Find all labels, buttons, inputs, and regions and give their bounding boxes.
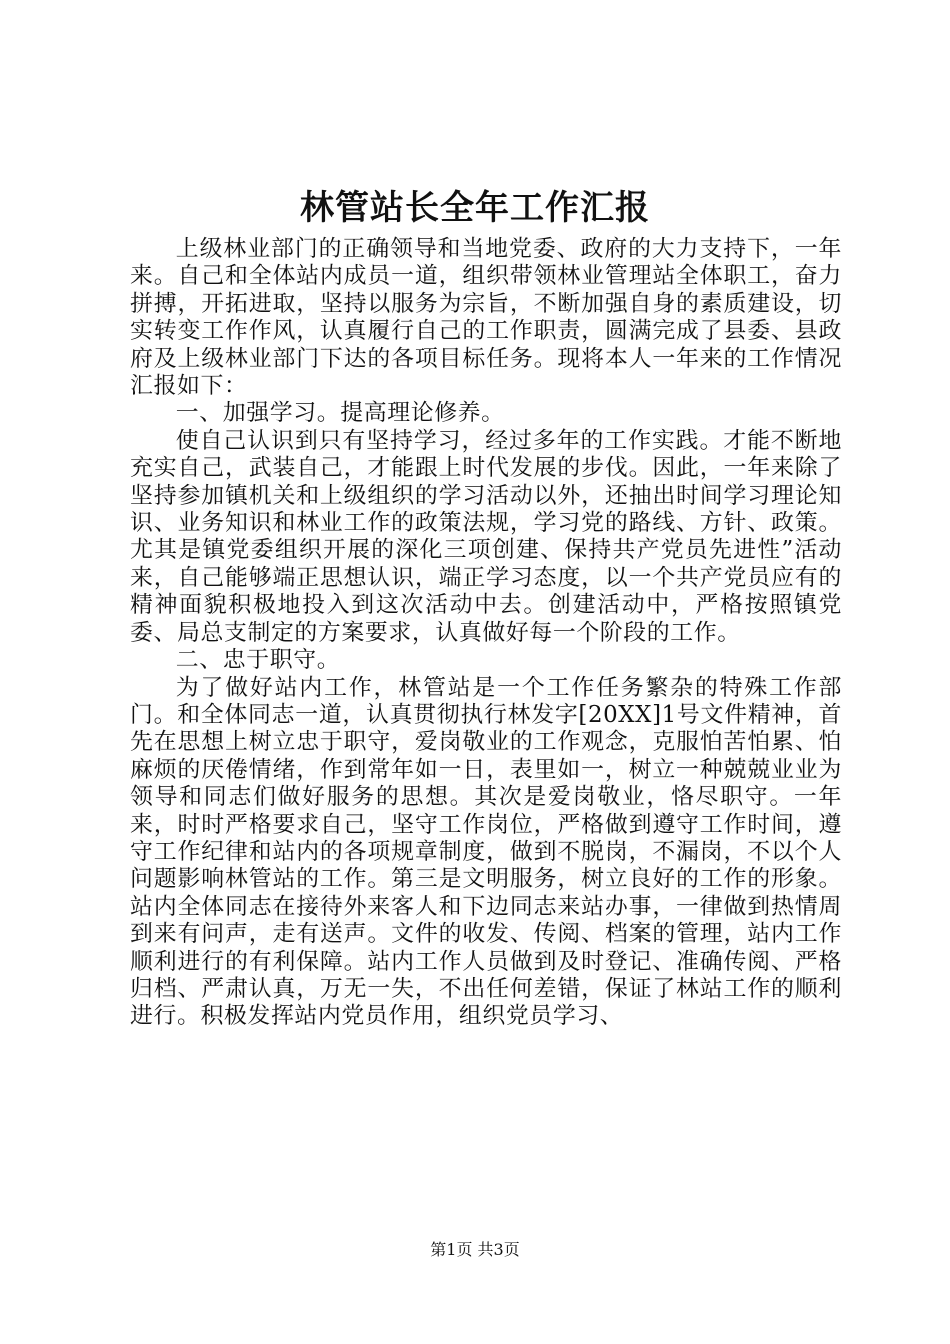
- paragraph-study: 使自己认识到只有坚持学习，经过多年的工作实践。才能不断地充实自己，武装自己，才能跟上时代发展的步伐。因此，一年来除了坚持参加镇机关和上级组织的学习活动以外，还抽出时间学习理论知识、业务知识和林业工作的政策法规，学习党的路线、方针、政策。尤其是镇党委组织开展的深化三项创建、保持共产党员先进性”活动来，自己能够端正思想认识，端正学习态度，以一个共产党员应有的精神面貌积极地投入到这次活动中去。创建活动中，严格按照镇党委、局总支制定的方案要求，认真做好每一个阶段的工作。: [130, 427, 842, 646]
- paragraph-duty: 为了做好站内工作，林管站是一个工作任务繁杂的特殊工作部门。和全体同志一道，认真贯彻执行林发字[20XX]1号文件精神，首先在思想上树立忠于职守，爱岗敬业的工作观念，克服怕苦怕累、怕麻烦的厌倦情绪，作到常年如一日，表里如一，树立一种兢兢业业为领导和同志们做好服务的思想。其次是爱岗敬业，恪尽职守。一年来，时时严格要求自己，坚守工作岗位，严格做到遵守工作时间，遵守工作纪律和站内的各项规章制度，做到不脱岗，不漏岗，不以个人问题影响林管站的工作。第三是文明服务，树立良好的工作的形象。站内全体同志在接待外来客人和下边同志来站办事，一律做到热情周到来有问声，走有送声。文件的收发、传阅、档案的管理，站内工作顺利进行的有利保障。站内工作人员做到及时登记、准确传阅、严格归档、严肃认真，万无一失，不出任何差错，保证了林站工作的顺利进行。积极发挥站内党员作用，组织党员学习、: [130, 674, 842, 1030]
- document-title: 林管站长全年工作汇报: [300, 188, 650, 228]
- document-body: [130, 236, 842, 1031]
- section-heading-1: 一、加强学习。提高理论修养。: [175, 400, 505, 427]
- page-footer: 第1页 共3页: [430, 1240, 520, 1259]
- section-heading-2: 二、忠于职守。: [175, 647, 341, 674]
- paragraph-intro: 上级林业部门的正确领导和当地党委、政府的大力支持下，一年来。自己和全体站内成员一道，组织带领林业管理站全体职工，奋力拼搏，开拓进取，坚持以服务为宗旨，不断加强自身的素质建设，切实转变工作作风，认真履行自己的工作职责，圆满完成了县委、县政府及上级林业部门下达的各项目标任务。现将本人一年来的工作情况汇报如下：: [130, 236, 842, 400]
